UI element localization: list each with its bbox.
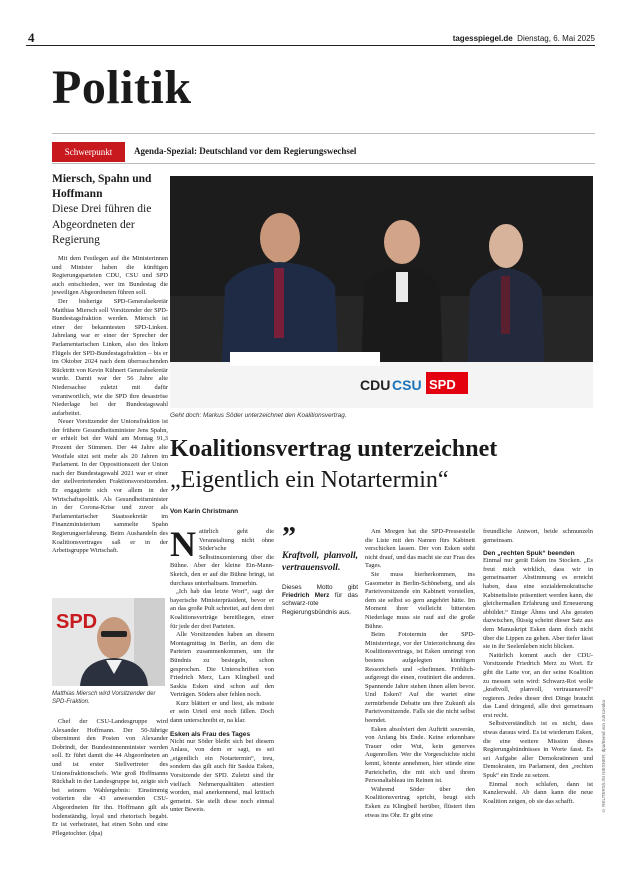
side-photo-caption: Matthias Miersch wird Vorsitzender der SPD-Fraktion. (52, 691, 156, 705)
column-paragraph: Nicht nur Söder bleibt sich bei diesem Anlass, von dem er sagt, es sei „eigentlich ein Notartermin“, treu, sondern das gilt auch für Saskia Esken, Vorsitzende der SPD. Zuletzt sind ihr vielfach Nehmerqualitäten attestiert worden, mal anerkennend, mal kritisch gemeint. Sie stellt diese noch einmal unter Beweis. (170, 737, 274, 814)
side-paragraph: Neuer Vorsitzender der Unionsfraktion ist der frühere Gesundheitsminister Jens Spahn, er erhielt bei der Wahl am Montag 91,3 Prozent der Stimmen. Der 44 Jahre alte Westfale sitzt seit mehr als 20 Jahren im Parlament. In der Oppositionszeit der Union nach der Bundestagswahl 2021 war er einer der stellvertretenden Fraktionsvorsitzenden. Er engagierte sich vor allem in der Wirtschaftspolitik. Als Gesundheitsminister in der Corona-Krise und zuvor als Parlamentarischer Staatssekretär im Finanzministerium sammelte Spahn Regierungserfahrung. Beim Aushandeln des Koalitionsvertrages saß er in der Arbeitsgruppe Wirtschaft. (52, 418, 168, 555)
topic-title: Agenda-Spezial: Deutschland vor dem Regierungswechsel (134, 146, 357, 156)
side-paragraph: Der bisherige SPD-Generalsekretär Matthias Miersch soll Vorsitzender der SPD-Bundestagsfraktion werden. Miersch ist einer der bekanntesten SPD-Linken. Jahrelang war er einer der Sprecher der Parlamentarischen Linken, also des linken Flügels der SPD-Bundestagsfraktion – bis er im Oktober 2024 nach dem überraschenden Rücktritt von Kevin Kühnert Generalsekretär wurde. Damit war der 56 Jahre alte Niedersachse zuletzt mit dafür verantwortlich, wie die SPD ihre desaströse Niederlage bei der Bundestagswahl aufarbeitet. (52, 297, 168, 417)
page-number: 4 (28, 30, 35, 45)
masthead (453, 34, 595, 43)
column-subheading: Den „rechten Spuk“ beenden (483, 550, 575, 558)
site-name: tagesspiegel.de (452, 34, 513, 43)
side-article-subhead: Diese Drei führen die Abgeordneten der Regierung (52, 203, 152, 246)
side-article-headline: Miersch, Spahn und Hoffmann (52, 173, 152, 200)
side-article-closing (52, 718, 168, 838)
column-paragraph: Esken absolviert den Auftritt souverän, von Anfang bis Ende. Keine erkennbare Trauer oder Wut, kein generves Augenrollen. Wer die Vorgeschichte nicht kennt, könnte annehmen, hier stünde eine Parteichefin, die mit sich und ihrem Personaltableau im Reinen ist. (365, 725, 475, 785)
column-paragraph: Natürlich kommt auch der CDU-Vorsitzende Friedrich Merz zu Wort. Er gibt die Latte vor, an der seine Koalition zu messen sein wird: Schwarz-Rot wolle „kraftvoll, planvoll, vertrauensvoll“ regieren. Jedes dieser drei Dinge braucht das Land dringend, alle drei gemeinsam erst recht. (483, 651, 593, 719)
column-paragraph: Beim Fototermin der SPD-Ministerriege, vor der Unterzeichnung des Koalitionsvertrags, ist Esken umringt von bestens aufgelegten künftigen Ressortchefs und -chefinnen. Fröhlich-aufgeregt die einen, routiniert die anderen. Spannende Jahre stehen ihnen allen bevor. Und Esken? Auf die wartet eine zermürbende Debatte um ihre Zukunft als Parteivorsitzende. Falls sie die nicht selbst beendet. (365, 631, 475, 725)
csu-logo: CSU (392, 377, 422, 393)
issue-date: Dienstag, 6. Mai 2025 (517, 34, 595, 43)
photo-credit: © REUTERS/LISI NIESNER; dpa/Bernd von Jutrczenka (601, 700, 606, 814)
column-paragraph: Einmal nur gerät Esken ins Stocken. „Es freut mich wirklich, dass wir in gemeinsamer Abstimmung es erreicht haben, dass eine sozialdemokratische Kabinettsliste präsentiert werden kann, die gleichermaßen Erfahrung und Erneuerung abbildet.“ Einige Ähms und Ahs geraten dazwischen, flüssig scheint dieser Satz aus dem Manuskript Esken dann doch nicht über die Lippen zu gehen. Aber tiefer lässt sie in ihr Seelenleben nicht blicken. (483, 557, 593, 651)
pull-quote (282, 522, 358, 617)
column-paragraph: Am Morgen hat die SPD-Pressestelle die Liste mit den Namen fürs Kabinett verschicken lassen. Der von Esken steht nicht drauf, und das macht sie zur Frau des Tages. (365, 528, 475, 570)
quote-source-pre: Dieses Motto gibt (282, 584, 358, 591)
column-paragraph: Einmal noch schlafen, dann ist Kanzlerwahl. Ab dann kann die neue Koalition zeigen, ob sie das schafft. (483, 780, 593, 805)
dropcap: N (170, 524, 196, 564)
spd-logo: SPD (429, 377, 456, 392)
spd-backdrop-text: SPD (56, 611, 98, 633)
main-subhead: „Eigentlich ein Notartermin“ (170, 467, 449, 493)
article-column-1 (170, 524, 274, 815)
byline: Von Karin Christmann (170, 508, 239, 515)
column-paragraph: Während Söder über den Koalitionsvertrag spricht, beugt sich Esken zu Klingbeil herüber, flüstert ihm etwas ins Ohr. Er gibt eine (365, 785, 475, 819)
article-column-3 (365, 528, 475, 820)
topic-tag: Schwerpunkt (52, 142, 125, 162)
agency-credit: (dpa) (88, 829, 103, 837)
column-paragraph: atürlich geht die Veranstaltung nicht ohne Söder'sche Selbstinszenierung über die Bühne. Aber der kleine Ein-Mann-Sketch, den er auf die Bühne bringt, ist durchaus unterhaltsam. Immerhin. (170, 528, 274, 587)
header-divider (26, 45, 595, 46)
miersch-photo (52, 598, 165, 686)
quote-text: Kraftvoll, planvoll, vertrauensvoll. (282, 551, 358, 573)
column-paragraph: Selbstverständlich ist es nicht, dass etwas daraus wird. Es ist wiederum Esken, die eine weitere Mission dieses Regierungsbündnisses in Worte fasst. Es sei Aufgabe aller Demokratinnen und Demokraten, im Parlament, den „rechten Spuk“ ein Ende zu setzen. (483, 720, 593, 780)
column-paragraph: freundliche Antwort, beide schmunzeln gemeinsam. (483, 528, 593, 544)
topic-divider (52, 163, 595, 164)
quote-source-post: für das schwarz-rote Regierungsbündnis aus. (282, 592, 358, 616)
cdu-logo: CDU (360, 377, 391, 393)
side-article-body (52, 255, 168, 556)
column-paragraph: „Ich hab das letzte Wort“, sagt der bayerische Ministerpräsident, bevor er an das große Pult schreitet, auf dem drei Koalitionsverträge bereitliegen, einer für jede der drei Parteien. (170, 588, 274, 630)
quote-source (282, 584, 358, 617)
column-subheading: Esken als Frau des Tages (170, 730, 251, 738)
signing-photo (170, 176, 593, 408)
column-paragraph: Alle Vorsitzenden haben an diesem Montagmittag in Berlin, an dem die Parteien zusammenkommen, um ihr Bündnis zu besiegeln, schon gesprochen. Die Unterschriften von Friedrich Merz, Lars Klingbeil und Saskia Esken sind schon auf den Verträgen. Söders aber fehlen noch. (170, 631, 274, 699)
section-title: Politik (52, 61, 192, 114)
article-column-4 (483, 528, 593, 806)
column-paragraph: Sie muss hierherkommen, ins Gasometer in Berlin-Schöneberg, und als Parteivorsitzende ein Kabinett vorstellen, dem sie selbst so gern angehört hätte. Im Moment ihrer vielleicht bittersten Niederlage muss sie rauf auf die große Bühne. (365, 570, 475, 630)
side-paragraph: Mit dem Festlegen auf die Ministerinnen und Minister haben die künftigen Regierungsparteien CDU, CSU und SPD auch entschieden, wer im Bundestag die jeweiligen Abgeordneten führen soll. (52, 255, 168, 297)
main-headline: Koalitionsvertrag unterzeichnet (170, 436, 498, 462)
column-paragraph: Kurz blättert er und liest, als müsste er sein Urteil erst noch fällen. Doch dann unterschreibt er, na klar. (170, 699, 274, 725)
side-closing-text: Chef der CSU-Landesgruppe wird Alexander Hoffmann. Der 50-Jährige übernimmt den Posten von Alexander Dobrindt, der Bundesinnenminister werden soll. Er führt damit die 44 Abgeordneten an und ist erster Stellvertreter des Unionsfraktionschefs. Wie groß Hoffmanns Rückhalt in der Landesgruppe ist, zeigte sich bei seinem Wahlergebnis: Einstimmig votierten die 43 anwesenden CSU-Abgeordneten für ihn. Hoffmann gilt als bodenständig, loyal und rhetorisch begabt. Er ist verheiratet, hat einen Sohn und eine Pflegetochter. (52, 718, 168, 837)
quote-mark-icon: ” (282, 522, 296, 553)
quote-source-name: Friedrich Merz (282, 592, 330, 600)
section-divider (52, 133, 595, 134)
main-photo-caption: Geht doch: Markus Söder unterzeichnet den Koalitionsvertrag. (170, 412, 347, 419)
